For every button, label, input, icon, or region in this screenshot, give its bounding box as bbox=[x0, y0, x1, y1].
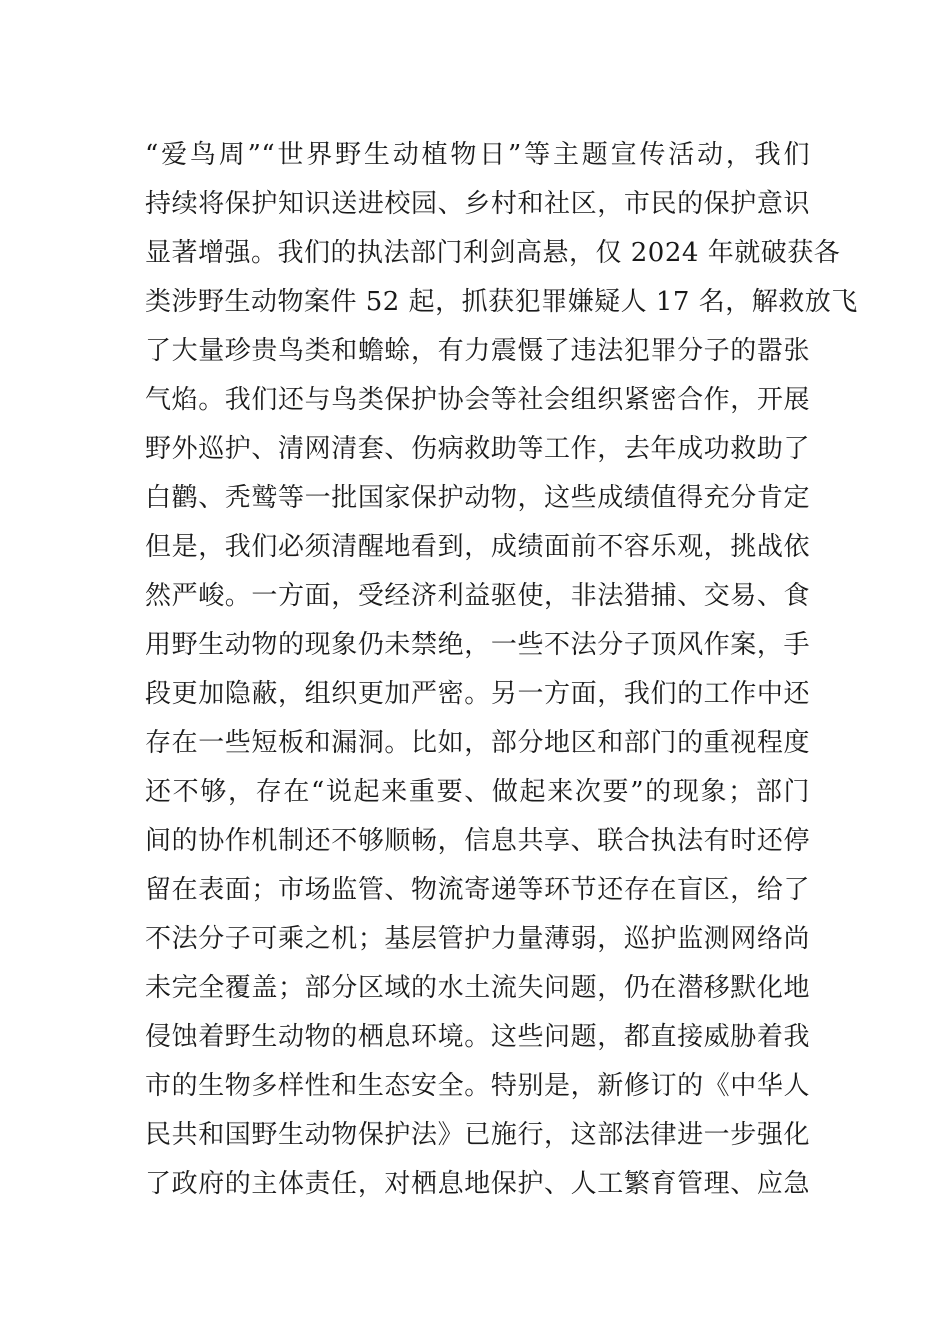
text-line: 未完全覆盖；部分区域的水土流失问题，仍在潜移默化地 bbox=[145, 973, 810, 1003]
text-line: “爱鸟周”“世界野生动植物日”等主题宣传活动，我们 bbox=[145, 140, 810, 170]
body-text bbox=[145, 131, 858, 1209]
text-line: 类涉野生动物案件 52 起，抓获犯罪嫌疑人 17 名，解救放飞 bbox=[145, 287, 858, 317]
text-line: 显著增强。我们的执法部门利剑高悬，仅 2024 年就破获各 bbox=[145, 238, 841, 268]
text-line: 了政府的主体责任，对栖息地保护、人工繁育管理、应急 bbox=[145, 1169, 810, 1199]
text-line: 但是，我们必须清醒地看到，成绩面前不容乐观，挑战依 bbox=[145, 532, 810, 562]
text-line: 民共和国野生动物保护法》已施行，这部法律进一步强化 bbox=[145, 1120, 810, 1150]
text-line: 不法分子可乘之机；基层管护力量薄弱，巡护监测网络尚 bbox=[145, 924, 810, 954]
text-line: 间的协作机制还不够顺畅，信息共享、联合执法有时还停 bbox=[145, 826, 810, 856]
text-line: 市的生物多样性和生态安全。特别是，新修订的《中华人 bbox=[145, 1071, 810, 1101]
text-line: 然严峻。一方面，受经济利益驱使，非法猎捕、交易、食 bbox=[145, 581, 810, 611]
text-line: 侵蚀着野生动物的栖息环境。这些问题，都直接威胁着我 bbox=[145, 1022, 810, 1052]
text-line: 留在表面；市场监管、物流寄递等环节还存在盲区，给了 bbox=[145, 875, 810, 905]
text-line: 还不够，存在“说起来重要、做起来次要”的现象；部门 bbox=[145, 777, 810, 807]
text-line: 存在一些短板和漏洞。比如，部分地区和部门的重视程度 bbox=[145, 728, 810, 758]
text-line: 了大量珍贵鸟类和蟾蜍，有力震慑了违法犯罪分子的嚣张 bbox=[145, 336, 810, 366]
text-line: 气焰。我们还与鸟类保护协会等社会组织紧密合作，开展 bbox=[145, 385, 810, 415]
text-line: 野外巡护、清网清套、伤病救助等工作，去年成功救助了 bbox=[145, 434, 810, 464]
text-line: 持续将保护知识送进校园、乡村和社区，市民的保护意识 bbox=[145, 189, 810, 219]
text-line: 用野生动物的现象仍未禁绝，一些不法分子顶风作案，手 bbox=[145, 630, 810, 660]
text-line: 白鹳、秃鹫等一批国家保护动物，这些成绩值得充分肯定 bbox=[145, 483, 810, 513]
text-line: 段更加隐蔽，组织更加严密。另一方面，我们的工作中还 bbox=[145, 679, 810, 709]
